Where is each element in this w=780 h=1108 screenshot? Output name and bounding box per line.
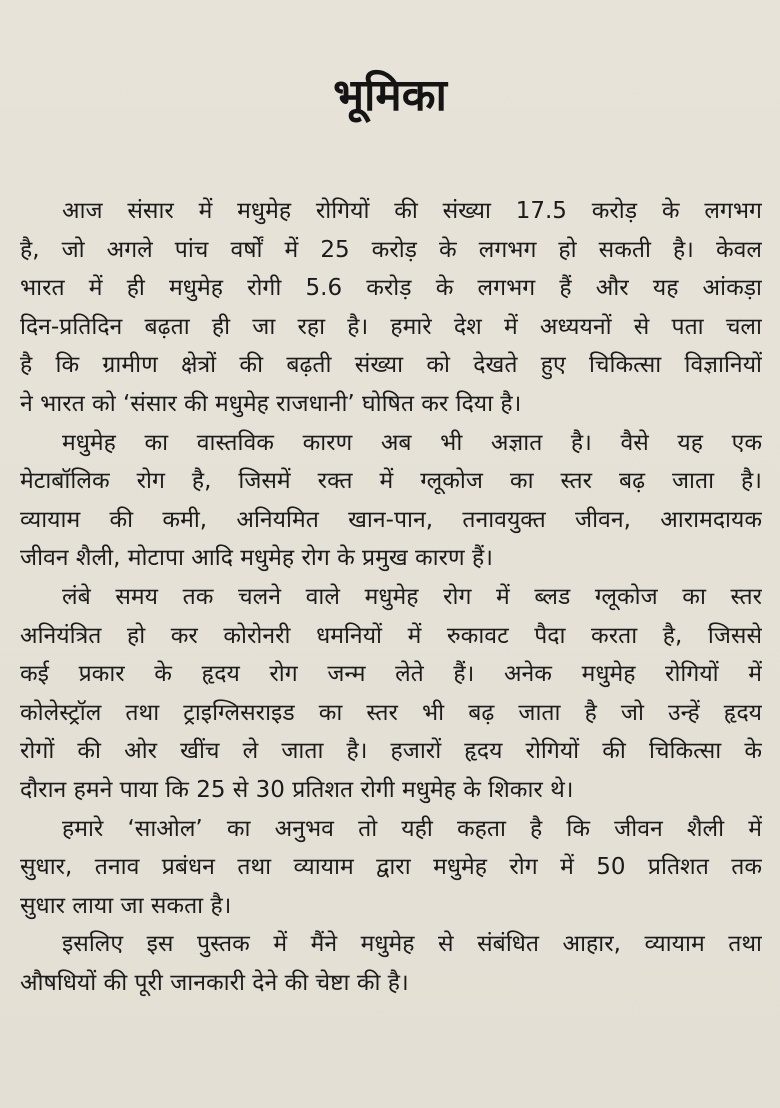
text-line: मधुमेह का वास्तविक कारण अब भी अज्ञात है। वैसे यह एक xyxy=(62,429,762,456)
preface-body xyxy=(20,192,762,1002)
text-line: व्यायाम की कमी, अनियमित खान-पान, तनावयुक्त जीवन, आरामदायक xyxy=(20,506,762,533)
paragraph-3 xyxy=(20,578,762,810)
text-line: सुधार, तनाव प्रबंधन तथा व्यायाम द्वारा मधुमेह रोग में 50 प्रतिशत तक xyxy=(20,854,762,881)
text-line: जीवन शैली, मोटापा आदि मधुमेह रोग के प्रमुख कारण हैं। xyxy=(20,545,493,572)
text-line: सुधार लाया जा सकता है। xyxy=(20,892,232,919)
text-line: रोगों की ओर खींच ले जाता है। हजारों हृदय रोगियों की चिकित्सा के xyxy=(20,738,762,765)
text-line: कई प्रकार के हृदय रोग जन्म लेते हैं। अनेक मधुमेह रोगियों में xyxy=(20,661,762,688)
text-line: है, जो अगले पांच वर्षों में 25 करोड़ के लगभग हो सकती है। केवल xyxy=(20,236,762,263)
paragraph-5 xyxy=(20,925,762,1002)
paragraph-1 xyxy=(20,192,762,424)
paragraph-4 xyxy=(20,810,762,926)
text-line: है कि ग्रामीण क्षेत्रों की बढ़ती संख्या को देखते हुए चिकित्सा विज्ञानियों xyxy=(20,352,762,379)
text-line: आज संसार में मधुमेह रोगियों की संख्या 17.5 करोड़ के लगभग xyxy=(62,198,762,224)
text-line: मेटाबॉलिक रोग है, जिसमें रक्त में ग्लूकोज का स्तर बढ़ जाता है। xyxy=(20,468,762,495)
text-line: लंबे समय तक चलने वाले मधुमेह रोग में ब्लड ग्लूकोज का स्तर xyxy=(62,583,762,610)
text-line: दौरान हमने पाया कि 25 से 30 प्रतिशत रोगी मधुमेह के शिकार थे। xyxy=(20,776,574,803)
text-line: ने भारत को ‘संसार की मधुमेह राजधानी’ घोषित कर दिया है। xyxy=(20,390,522,417)
text-line: हमारे ‘साओल’ का अनुभव तो यही कहता है कि जीवन शैली में xyxy=(62,815,762,842)
text-line: कोलेस्ट्रॉल तथा ट्राइग्लिसराइड का स्तर भी बढ़ जाता है जो उन्हें हृदय xyxy=(20,699,762,726)
text-line: औषधियों की पूरी जानकारी देने की चेष्टा की है। xyxy=(20,969,409,996)
paragraph-2 xyxy=(20,424,762,578)
text-line: इसलिए इस पुस्तक में मैंने मधुमेह से संबंधित आहार, व्यायाम तथा xyxy=(62,931,762,958)
page-title: भूमिका xyxy=(333,70,447,121)
text-line: अनियंत्रित हो कर कोरोनरी धमनियों में रुकावट पैदा करता है, जिससे xyxy=(20,622,762,649)
text-line: भारत में ही मधुमेह रोगी 5.6 करोड़ के लगभग हैं और यह आंकड़ा xyxy=(20,275,762,302)
text-line: दिन-प्रतिदिन बढ़ता ही जा रहा है। हमारे देश में अध्ययनों से पता चला xyxy=(20,313,762,340)
